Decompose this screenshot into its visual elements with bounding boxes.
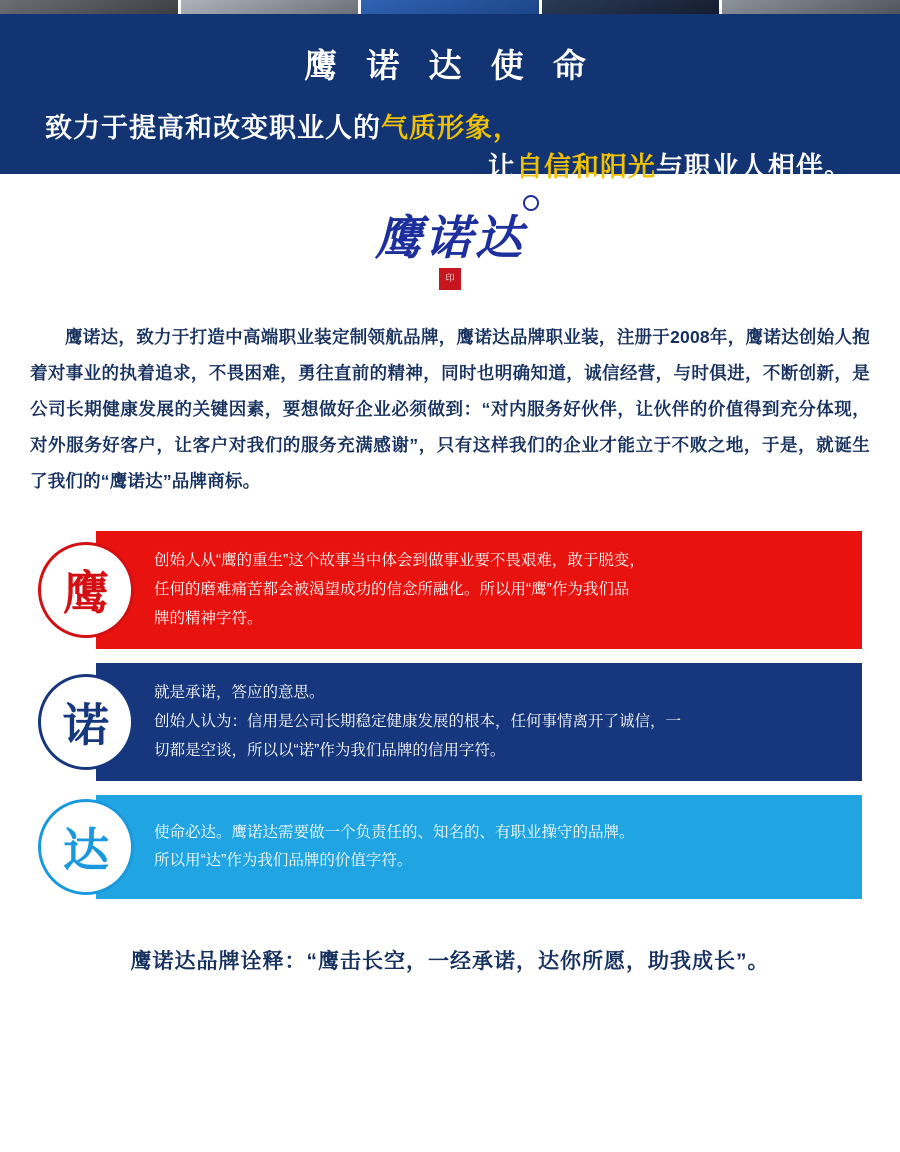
- character-description-line: 切都是空谈，所以以“诺”作为我们品牌的信用字符。: [154, 741, 506, 759]
- intro-paragraph: 鹰诺达，致力于打造中高端职业装定制领航品牌，鹰诺达品牌职业装，注册于2008年，鹰诺达创始人抱着对事业的执着追求，不畏困难，勇往直前的精神，同时也明确知道，诚信经营，与时俱进，不断创新，是公司长期健康发展的关键因素，要想做好企业必须做到：“对内服务好伙伴，让伙伴的价值得到充分体现，对外服务好客户，让客户对我们的服务充满感谢”，只有这样我们的企业才能立于不败之地，于是，就诞生了我们的“鹰诺达”品牌商标。: [30, 327, 870, 491]
- photo-strip-cell: [0, 0, 181, 14]
- brand-logo-text: 鹰诺达: [375, 210, 525, 266]
- brand-slogan: 鹰诺达品牌诠释：“鹰击长空，一经承诺，达你所愿，助我成长”。: [130, 950, 770, 974]
- mission-title: 鹰 诺 达 使 命: [304, 47, 596, 84]
- photo-strip: [0, 0, 900, 14]
- character-blocks: [38, 531, 862, 899]
- photo-strip-cell: [361, 0, 542, 14]
- photo-strip-cell: [181, 0, 362, 14]
- character-block-da: [38, 795, 862, 899]
- character-description: [96, 663, 862, 781]
- mission-line-1-highlight: 气质形象，: [381, 113, 521, 143]
- photo-strip-cell: [542, 0, 723, 14]
- logo-circle-icon: [523, 195, 539, 211]
- character-description-line: 使命必达。鹰诺达需要做一个负责任的、知名的、有职业操守的品牌。: [154, 823, 635, 841]
- character-description-line: 任何的磨难痛苦都会被渴望成功的信念所融化。所以用“鹰”作为我们品: [154, 581, 630, 599]
- character-badge: 达: [38, 799, 134, 895]
- mission-line-1: [30, 109, 870, 148]
- logo-seal-icon: 印: [439, 268, 461, 290]
- character-description: [96, 795, 862, 899]
- character-description-line: 牌的精神字符。: [154, 609, 263, 627]
- character-block-nuo: [38, 663, 862, 781]
- mission-banner: [0, 14, 900, 183]
- character-badge: 诺: [38, 674, 134, 770]
- character-description-line: 就是承诺，答应的意思。: [154, 684, 325, 702]
- brand-logo-area: [0, 174, 900, 294]
- character-block-ying: [38, 531, 862, 649]
- character-description-line: 创始人认为：信用是公司长期稳定健康发展的根本，任何事情离开了诚信，一: [154, 713, 682, 731]
- mission-line-2-prefix: 让: [488, 152, 516, 183]
- mission-line-1-text: 致力于提高和改变职业人的: [45, 113, 381, 143]
- photo-strip-cell: [722, 0, 900, 14]
- character-badge: 鹰: [38, 542, 134, 638]
- character-description: [96, 531, 862, 649]
- character-description-line: 所以用“达”作为我们品牌的价值字符。: [154, 852, 413, 870]
- character-description-line: 创始人从“鹰的重生”这个故事当中体会到做事业要不畏艰难，敢于脱变，: [154, 552, 645, 570]
- brand-logo: [375, 201, 525, 284]
- mission-line-2-suffix: 与职业人相伴。: [656, 152, 852, 183]
- mission-line-2-highlight: 自信和阳光: [516, 152, 656, 183]
